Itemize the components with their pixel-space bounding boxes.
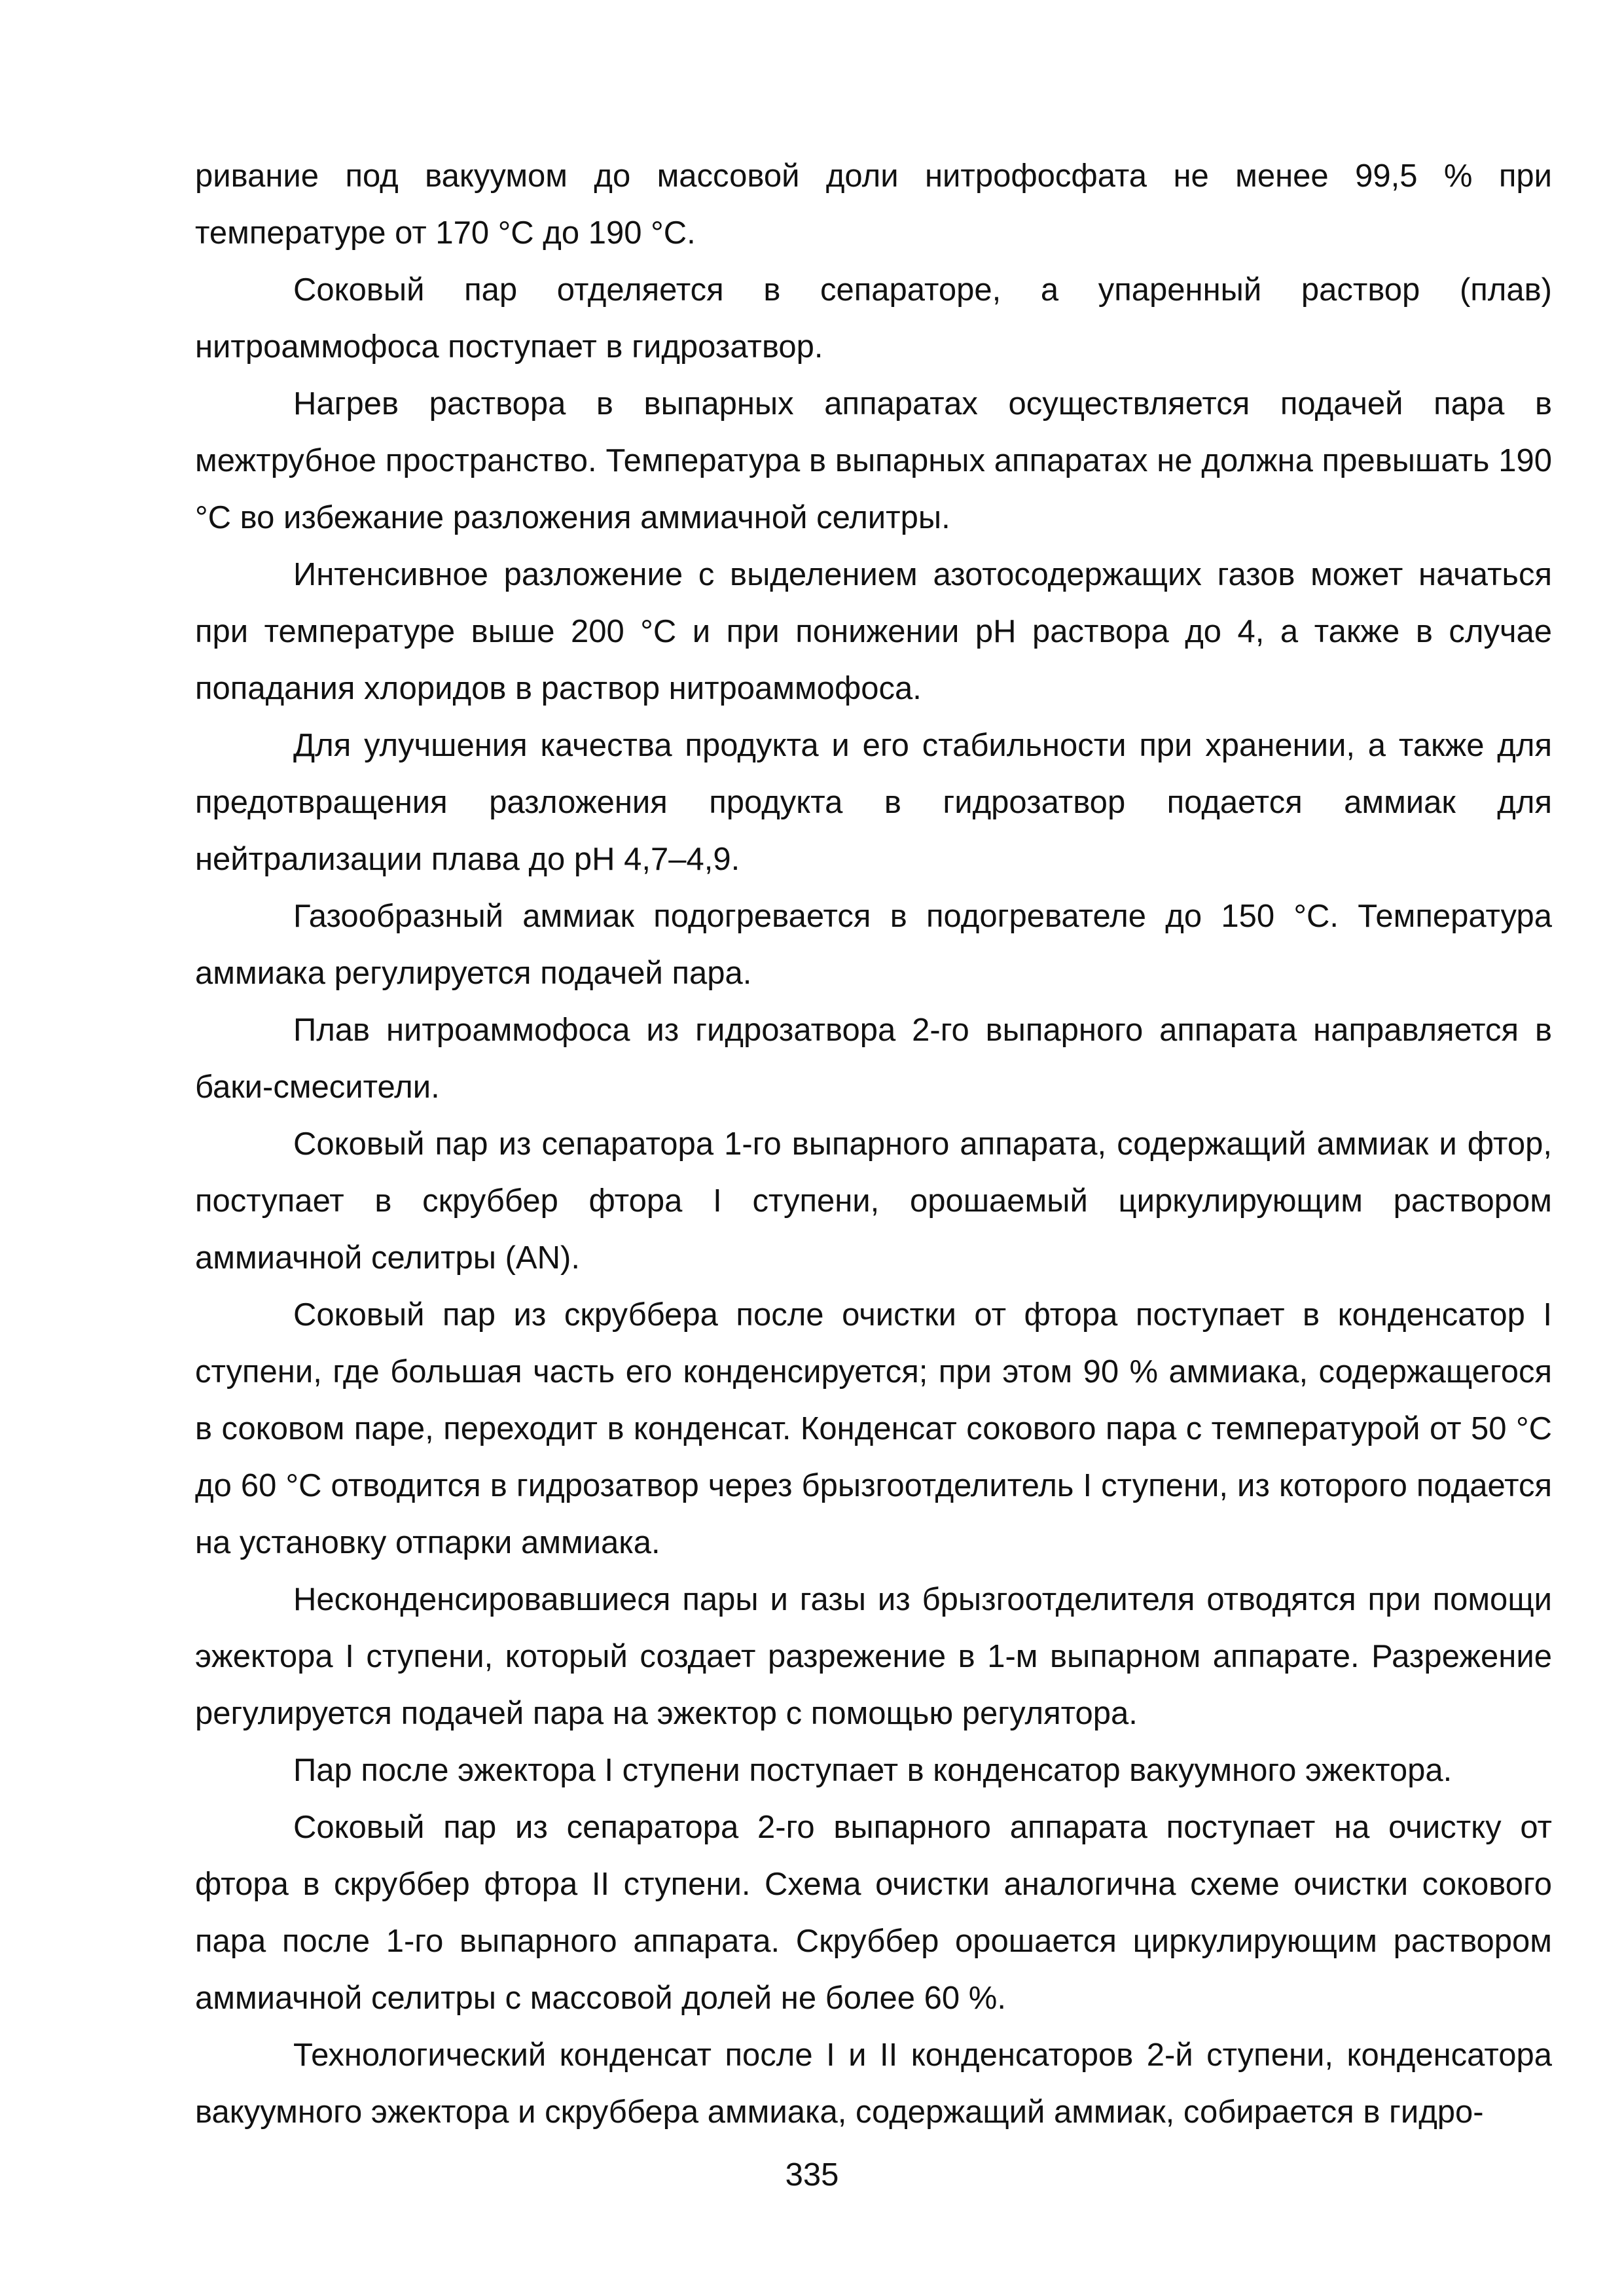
paragraph: Соковый пар отделяется в сепараторе, а упаренный раствор (плав) нитроаммофоса поступает в гидрозатвор. [195,272,1552,365]
paragraph: Пар после эжектора I ступени поступает в конденсатор вакуумного эжектора. [293,1753,1453,1788]
paragraph: Интенсивное разложение с выделением азотосодержащих газов может начаться при температуре выше 200 °С и при понижении рН раствора до 4, а также в случае попадания хлоридов в раствор нитроаммофоса. [195,557,1552,706]
paragraph-continuation: ривание под вакуумом до массовой доли нитрофосфата не менее 99,5 % при температуре от 170 °С до 190 °С. [195,158,1552,251]
body-text [195,148,1552,2141]
paragraph: Нагрев раствора в выпарных аппаратах осуществляется подачей пара в межтрубное пространство. Температура в выпарных аппаратах не должна превышать 190 °С во избежание разложения аммиачной селитры. [195,386,1552,535]
paragraph: Несконденсировавшиеся пары и газы из брызгоотделителя отводятся при помощи эжектора I ступени, который создает разрежение в 1-м выпарном аппарате. Разрежение регулируется подачей пара на эжектор с помощью регулятора. [195,1582,1552,1731]
paragraph: Соковый пар из сепаратора 2-го выпарного аппарата поступает на очистку от фтора в скруббер фтора II ступени. Схема очистки аналогична схеме очистки сокового пара после 1-го выпарного аппарата. Скруббер орошается циркулирующим раствором аммиачной селитры с массовой долей не более 60 %. [195,1810,1552,2016]
paragraph: Соковый пар из скруббера после очистки от фтора поступает в конденсатор I ступени, где большая часть его конденсируется; при этом 90 % аммиака, содержащегося в соковом паре, переходит в конденсат. Конденсат сокового пара с температурой от 50 °С до 60 °С отводится в гидрозатвор через брызгоотделитель I ступени, из которого подается на установку отпарки аммиака. [195,1297,1552,1560]
paragraph: Соковый пар из сепаратора 1-го выпарного аппарата, содержащий аммиак и фтор, поступает в скруббер фтора I ступени, орошаемый циркулирующим раствором аммиачной селитры (AN). [195,1126,1552,1276]
paragraph: Плав нитроаммофоса из гидрозатвора 2-го выпарного аппарата направляется в баки-смесители. [195,1013,1552,1105]
paragraph: Для улучшения качества продукта и его стабильности при хранении, а также для предотвращения разложения продукта в гидрозатвор подается аммиак для нейтрализации плава до рН 4,7–4,9. [195,728,1552,877]
page-number: 335 [785,2157,839,2193]
paragraph: Газообразный аммиак подогревается в подогревателе до 150 °С. Температура аммиака регулируется подачей пара. [195,899,1552,991]
paragraph: Технологический конденсат после I и II конденсаторов 2-й ступени, конденсатора вакуумного эжектора и скруббера аммиака, содержащий аммиак, собирается в гидро- [195,2037,1552,2130]
